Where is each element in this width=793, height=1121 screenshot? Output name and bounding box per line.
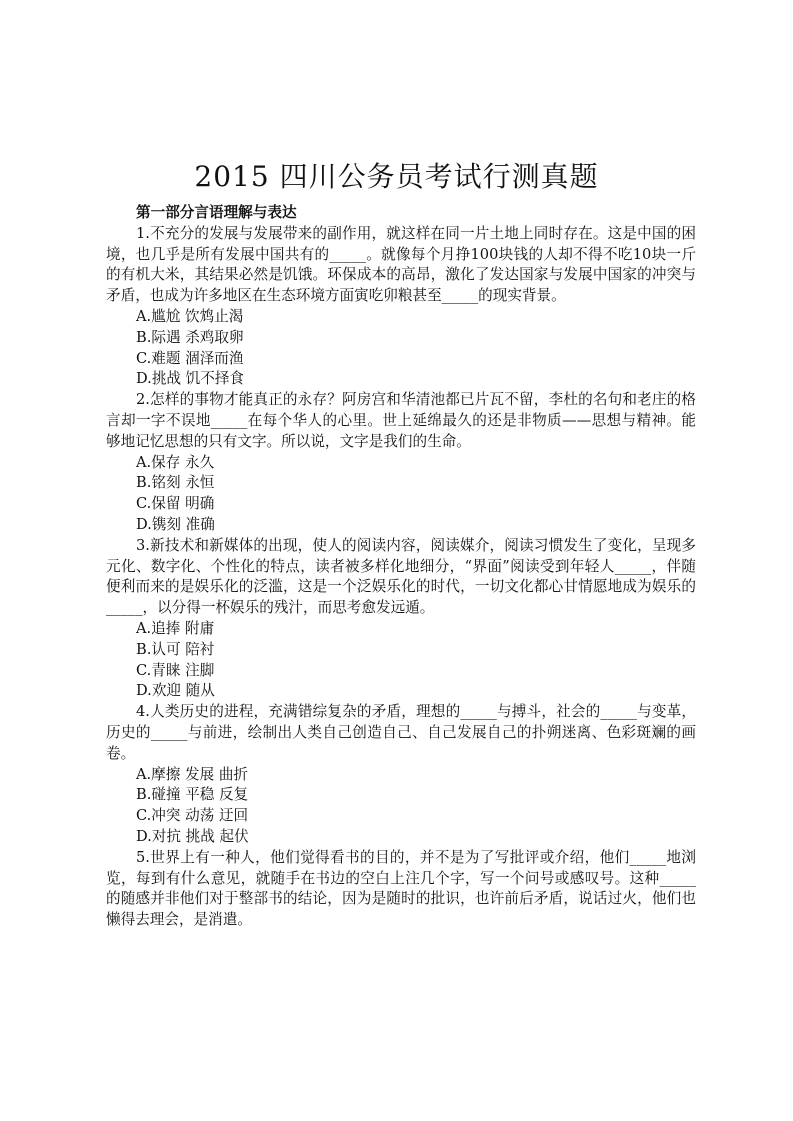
question-4 [106, 702, 696, 848]
option-list [106, 453, 696, 536]
option-d: D.对抗 挑战 起伏 [136, 827, 249, 845]
option-c: C.保留 明确 [136, 495, 215, 513]
document-content [106, 203, 696, 931]
option-a: A.尴尬 饮鸩止渴 [136, 307, 244, 325]
question-stem: 5.世界上有一种人，他们觉得看书的目的，并不是为了写批评或介绍，他们_____地浏览，每到有什么意见，就随手在书边的空白上注几个字，写一个问号或感叹号。这种_____的随感并非他们对于整部书的结论，因为是随时的批识，也许前后矛盾，说话过火，他们也懒得去理会，是消遣。 [106, 848, 696, 929]
option-list [106, 619, 696, 702]
question-stem: 1.不充分的发展与发展带来的副作用，就这样在同一片土地上同时存在。这是中国的困境，也几乎是所有发展中国共有的_____。就像每个月挣100块钱的人却不得不吃10块一斤的有机大米，其结果必然是饥饿。环保成本的高昂，激化了发达国家与发展中国家的冲突与矛盾，也成为许多地区在生态环境方面寅吃卯粮甚至_____的现实背景。 [106, 224, 696, 305]
document-title: 2015 四川公务员考试行测真题 [194, 159, 599, 193]
option-b: B.铭刻 永恒 [136, 474, 215, 492]
question-1 [106, 224, 696, 390]
question-2 [106, 390, 696, 536]
question-stem: 4.人类历史的进程，充满错综复杂的矛盾，理想的_____与搏斗，社会的_____与变革， 历史的_____与前进，绘制出人类自己创造自己、自己发展自己的扑朔迷离、色彩斑斓的画卷。 [106, 703, 696, 762]
option-b: B.认可 陪衬 [136, 640, 215, 658]
option-c: C.冲突 动荡 迂回 [136, 807, 249, 825]
section-heading: 第一部分言语理解与表达 [136, 204, 297, 221]
question-stem: 2.怎样的事物才能真正的永存？阿房宫和华清池都已片瓦不留，李杜的名句和老庄的格言却一字不误地_____在每个华人的心里。世上延绵最久的还是非物质——思想与精神。能够地记忆思想的只有文字。所以说，文字是我们的生命。 [106, 391, 696, 450]
question-stem: 3.新技术和新媒体的出现，使人的阅读内容，阅读媒介，阅读习惯发生了变化，呈现多元化、数字化、个性化的特点，读者被多样化地细分，“界面”阅读受到年轻人_____，伴随便利而来的是娱乐化的泛滥，这是一个泛娱乐化的时代，一切文化都心甘情愿地成为娱乐的_____，以分得一杯娱乐的残汁，而思考愈发远遁。 [106, 536, 696, 617]
option-a: A.追捧 附庸 [136, 619, 215, 637]
option-c: C.难题 涸泽而渔 [136, 349, 244, 367]
option-d: D.镌刻 准确 [136, 515, 215, 533]
question-3 [106, 536, 696, 702]
option-list [106, 765, 696, 848]
option-d: D.挑战 饥不择食 [136, 370, 245, 388]
option-d: D.欢迎 随从 [136, 682, 215, 700]
option-b: B.际遇 杀鸡取卵 [136, 328, 244, 346]
option-a: A.保存 永久 [136, 453, 215, 471]
option-list [106, 307, 696, 390]
option-a: A.摩擦 发展 曲折 [136, 765, 249, 783]
option-b: B.碰撞 平稳 反复 [136, 786, 249, 804]
option-c: C.青睐 注脚 [136, 661, 215, 679]
question-5 [106, 848, 696, 931]
